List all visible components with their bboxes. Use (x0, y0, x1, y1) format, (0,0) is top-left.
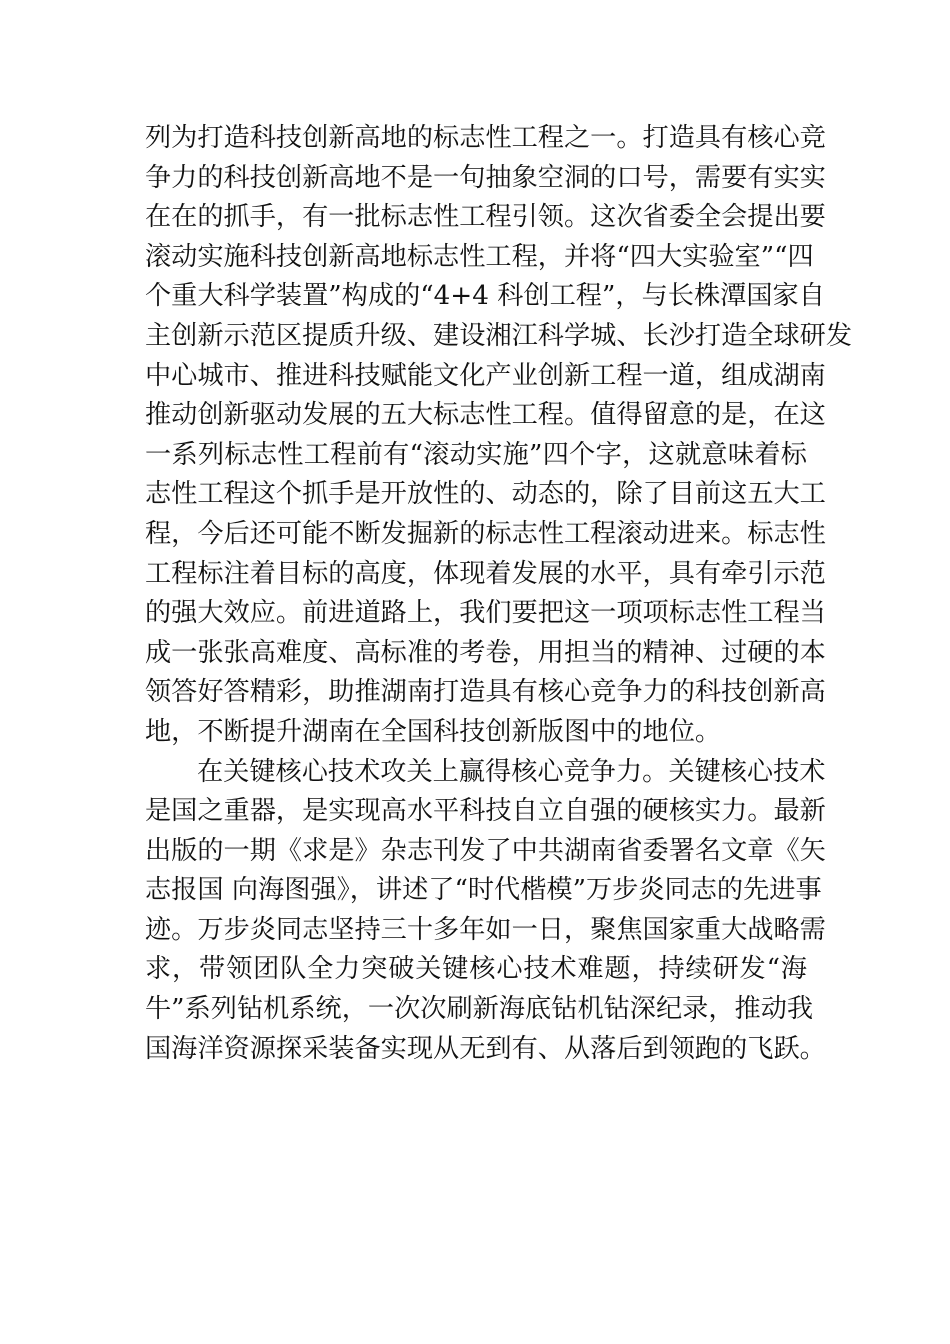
text-line: 争力的科技创新高地不是一句抽象空洞的口号，需要有实实 (145, 162, 826, 193)
text-line: 中心城市、推进科技赋能文化产业创新工程一道，组成湖南 (145, 360, 826, 391)
paragraph-2 (145, 753, 826, 1070)
text-line: 迹。万步炎同志坚持三十多年如一日，聚焦国家重大战略需 (145, 914, 826, 945)
text-line: 的强大效应。前进道路上，我们要把这一项项标志性工程当 (145, 598, 826, 629)
text-line: 工程标注着目标的高度，体现着发展的水平，具有牵引示范 (145, 558, 826, 589)
text-line: 领答好答精彩，助推湖南打造具有核心竞争力的科技创新高 (145, 677, 826, 708)
text-line: 滚动实施科技创新高地标志性工程，并将“四大实验室”“四 (145, 241, 814, 272)
text-line: 列为打造科技创新高地的标志性工程之一。打造具有核心竞 (145, 123, 826, 153)
text-line: 一系列标志性工程前有“滚动实施”四个字，这就意味着标 (145, 439, 807, 470)
text-line: 推动创新驱动发展的五大标志性工程。值得留意的是，在这 (145, 400, 826, 431)
text-line: 主创新示范区提质升级、建设湘江科学城、长沙打造全球研发 (145, 320, 853, 351)
text-line: 志性工程这个抓手是开放性的、动态的，除了目前这五大工 (145, 479, 826, 510)
text-line: 牛”系列钻机系统，一次次刷新海底钻机钻深纪录，推动我 (145, 994, 814, 1025)
text-line: 求，带领团队全力突破关键核心技术难题，持续研发“海 (145, 954, 807, 985)
text-line: 个重大科学装置”构成的“4+4 科创工程”，与长株潭国家自 (145, 281, 825, 312)
text-line: 出版的一期《求是》杂志刊发了中共湖南省委署名文章《矢 (145, 835, 826, 866)
text-line: 志报国 向海图强》，讲述了“时代楷模”万步炎同志的先进事 (145, 875, 822, 906)
text-line: 在在的抓手，有一批标志性工程引领。这次省委全会提出要 (145, 202, 826, 233)
text-line: 在关键核心技术攻关上赢得核心竞争力。关键核心技术 (197, 756, 826, 787)
text-line: 地，不断提升湖南在全国科技创新版图中的地位。 (145, 716, 722, 747)
document-body (145, 119, 853, 1069)
text-line: 成一张张高难度、高标准的考卷，用担当的精神、过硬的本 (145, 637, 826, 668)
text-line: 是国之重器，是实现高水平科技自立自强的硬核实力。最新 (145, 796, 826, 827)
paragraph-1 (145, 119, 853, 753)
text-line: 程，今后还可能不断发掘新的标志性工程滚动进来。标志性 (145, 518, 826, 549)
text-line: 国海洋资源探采装备实现从无到有、从落后到领跑的飞跃。 (145, 1033, 826, 1064)
